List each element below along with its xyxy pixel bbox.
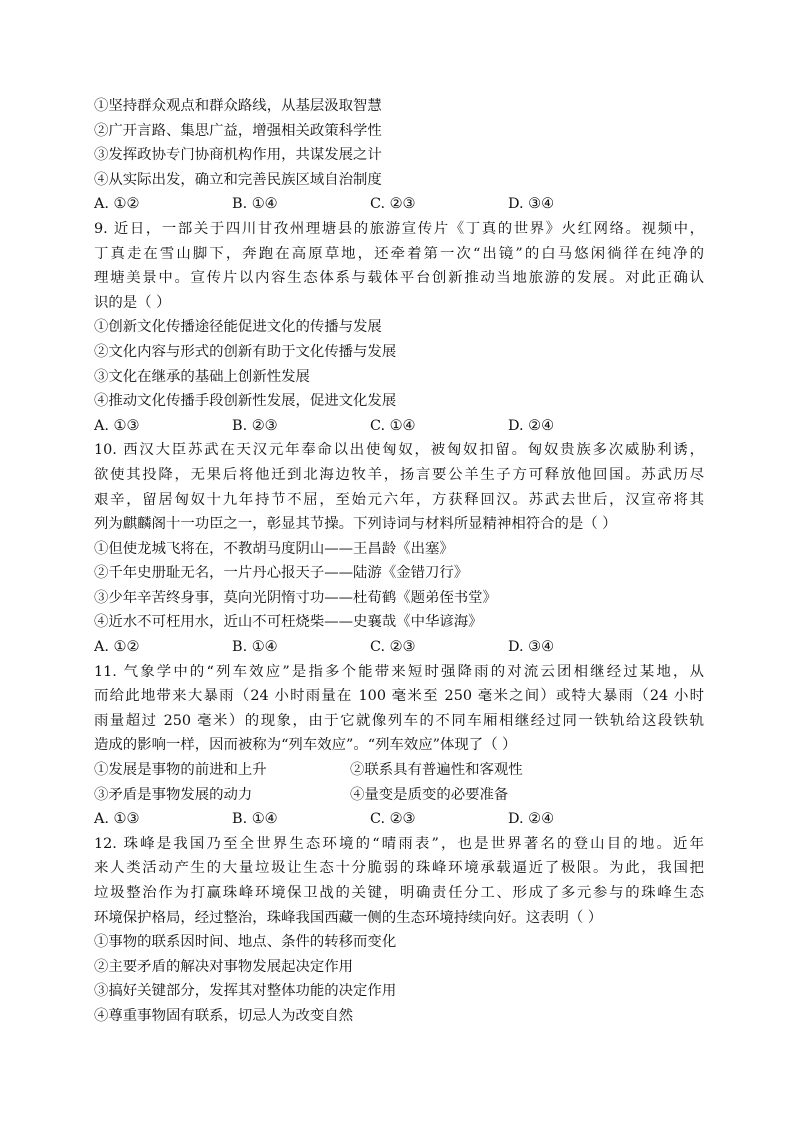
q10-option-b: B. ①④: [232, 639, 278, 656]
q9-option-d: D. ②④: [508, 417, 554, 434]
q11-option-a: A. ①③: [94, 811, 140, 828]
q8-option-c: C. ②③: [370, 196, 416, 213]
q12-item-1: ①事物的联系因时间、地点、条件的转移而变化: [94, 934, 397, 951]
q12-stem-line-2: 来人类活动产生的大量垃圾让生态十分脆弱的珠峰环境承载逼近了极限。为此，我国把: [94, 860, 704, 877]
q12-stem-line-4: 环境保护格局，经过整治，珠峰我国西藏一侧的生态环境持续向好。这表明（ ）: [94, 909, 603, 926]
q10-option-a: A. ①②: [94, 639, 140, 656]
q11-options: [94, 807, 704, 832]
q10-stem-line-1: 10. 西汉大臣苏武在天汉元年奉命以出使匈奴，被匈奴扣留。匈奴贵族多次威胁利诱，: [94, 442, 704, 459]
q8-options: [94, 192, 704, 217]
q8-item-3: ③发挥政协专门协商机构作用，共谋发展之计: [94, 147, 382, 164]
q9-options: [94, 414, 704, 439]
q8-option-d: D. ③④: [508, 196, 554, 213]
question-10: [94, 438, 704, 659]
q12-item-2: ②主要矛盾的解决对事物发展起决定作用: [94, 958, 354, 975]
q12-stem-line-1: 12. 珠峰是我国乃至全世界生态环境的“晴雨表”，也是世界著名的登山目的地。近年: [94, 835, 704, 852]
q9-stem-line-3: 理塘美景中。宣传片以内容生态体系与载体平台创新推动当地旅游的发展。对此正确认: [94, 270, 704, 287]
q11-option-b: B. ①④: [232, 811, 278, 828]
exam-page: [94, 94, 704, 1029]
q9-item-1: ①创新文化传播途径能促进文化的传播与发展: [94, 319, 382, 336]
q12-item-4: ④尊重事物固有联系，切忌人为改变自然: [94, 1007, 354, 1024]
q10-option-d: D. ③④: [508, 639, 554, 656]
q11-stem-line-2: 而给此地带来大暴雨（24 小时雨量在 100 毫米至 250 毫米之间）或特大暴雨（24 小时: [94, 688, 704, 705]
q10-stem-line-4: 列为麒麟阁十一功臣之一，彰显其节操。下列诗词与材料所显精神相符合的是（ ）: [94, 516, 617, 533]
q8-option-a: A. ①②: [94, 196, 140, 213]
q9-stem-line-1: 9. 近日，一部关于四川甘孜州理塘县的旅游宣传片《丁真的世界》火红网络。视频中，: [94, 220, 704, 237]
q9-stem-line-2: 丁真走在雪山脚下，奔跑在高原草地，还牵着第一次“出镜”的白马悠闲徜徉在纯净的: [94, 245, 704, 262]
q10-item-1: ①但使龙城飞将在，不教胡马度阴山——王昌龄《出塞》: [94, 540, 454, 557]
q11-stem-line-4: 造成的影响一样，因而被称为“列车效应”。“列车效应”体现了（ ）: [94, 737, 517, 754]
q11-stem-line-3: 雨量超过 250 毫米）的现象，由于它就像列车的不同车厢相继经过同一铁轨给这段铁轨: [94, 712, 704, 729]
q11-item-4: ④量变是质变的必要准备: [350, 786, 509, 803]
q10-stem-line-3: 艰辛，留居匈奴十九年持节不屈，至始元六年，方获释回汉。苏武去世后，汉宣帝将其: [94, 491, 704, 508]
question-9: [94, 217, 704, 438]
q10-item-2: ②千年史册耻无名，一片丹心报天子——陆游《金错刀行》: [94, 565, 469, 582]
q11-items-row-1: [94, 758, 704, 783]
q10-stem-line-2: 欲使其投降，无果后将他迁到北海边牧羊，扬言要公羊生子方可释放他回国。苏武历尽: [94, 466, 704, 483]
q11-option-d: D. ②④: [508, 811, 554, 828]
q12-item-3: ③搞好关键部分，发挥其对整体功能的决定作用: [94, 983, 397, 1000]
q11-item-2: ②联系具有普遍性和客观性: [350, 762, 523, 779]
q10-item-4: ④近水不可枉用水，近山不可枉烧柴——史襄哉《中华谚海》: [94, 614, 483, 631]
q8-item-2: ②广开言路、集思广益，增强相关政策科学性: [94, 122, 382, 139]
question-12: [94, 832, 704, 1029]
q11-item-3: ③矛盾是事物发展的动力: [94, 786, 253, 803]
q8-option-b: B. ①④: [232, 196, 278, 213]
q11-item-1: ①发展是事物的前进和上升: [94, 762, 267, 779]
q9-item-4: ④推动文化传播手段创新性发展，促进文化发展: [94, 393, 397, 410]
q11-stem-line-1: 11. 气象学中的“列车效应”是指多个能带来短时强降雨的对流云团相继经过某地，从: [94, 663, 704, 680]
question-8: [94, 94, 704, 217]
q9-stem-line-4: 识的是（ ）: [94, 294, 171, 311]
q10-options: [94, 635, 704, 660]
q8-item-1: ①坚持群众观点和群众路线，从基层汲取智慧: [94, 98, 382, 114]
question-11: [94, 660, 704, 832]
q9-option-a: A. ①③: [94, 417, 140, 434]
q11-option-c: C. ②③: [370, 811, 416, 828]
q9-item-3: ③文化在继承的基础上创新性发展: [94, 368, 310, 385]
q10-item-3: ③少年辛苦终身事，莫向光阴惰寸功——杜荀鹤《题弟侄书堂》: [94, 589, 497, 606]
q9-item-2: ②文化内容与形式的创新有助于文化传播与发展: [94, 343, 397, 360]
q10-option-c: C. ②③: [370, 639, 416, 656]
q9-option-b: B. ②③: [232, 417, 278, 434]
q8-item-4: ④从实际出发，确立和完善民族区域自治制度: [94, 171, 382, 188]
q12-stem-line-3: 垃圾整治作为打赢珠峰环境保卫战的关键，明确责任分工、形成了多元参与的珠峰生态: [94, 885, 704, 901]
q11-items-row-2: [94, 783, 704, 808]
q9-option-c: C. ①④: [370, 417, 416, 434]
